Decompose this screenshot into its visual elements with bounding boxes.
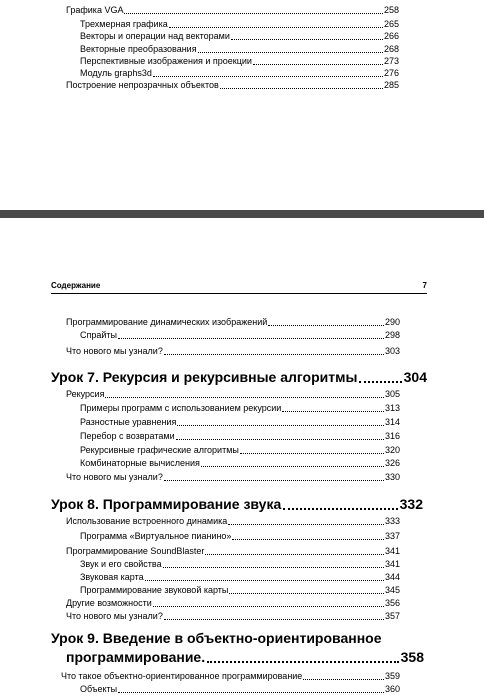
toc-leader xyxy=(176,431,384,440)
toc-entry xyxy=(80,585,400,596)
toc-entry xyxy=(80,403,400,414)
lesson-page: 304 xyxy=(403,369,427,385)
toc-entry xyxy=(80,19,399,30)
toc-entry-label: Звуковая карта xyxy=(80,572,144,582)
toc-entry-label: Программирование звуковой карты xyxy=(80,585,229,595)
toc-entry-page: 303 xyxy=(384,346,400,356)
toc-entry-page: 345 xyxy=(384,585,400,595)
toc-leader xyxy=(303,671,384,680)
toc-leader xyxy=(198,44,383,53)
toc-entry-label: Построение непрозрачных объектов xyxy=(66,80,219,90)
toc-entry xyxy=(80,531,400,542)
toc-entry-label: Трехмерная графика xyxy=(80,19,168,29)
toc-leader xyxy=(163,559,384,568)
toc-leader xyxy=(153,598,384,607)
toc-entry-page: 285 xyxy=(383,80,399,90)
toc-leader xyxy=(105,389,384,398)
toc-entry-page: 320 xyxy=(384,445,400,455)
toc-entry xyxy=(66,5,399,16)
toc-entry xyxy=(61,671,400,682)
toc-leader xyxy=(207,651,399,663)
toc-entry xyxy=(80,684,400,695)
toc-leader xyxy=(228,516,384,525)
toc-entry xyxy=(66,611,400,622)
lesson-title: Урок 9. Введение в объектно-ориентированное xyxy=(51,630,382,646)
toc-entry xyxy=(80,417,400,428)
running-head-page-number: 7 xyxy=(422,281,427,290)
toc-entry-label: Перспективные изображения и проекции xyxy=(80,56,252,66)
toc-entry xyxy=(66,317,400,328)
toc-entry-page: 341 xyxy=(384,559,400,569)
toc-entry-page: 266 xyxy=(383,31,399,41)
toc-entry xyxy=(66,389,400,400)
toc-leader xyxy=(283,498,397,510)
toc-entry-page: 276 xyxy=(383,68,399,78)
toc-entry-label: Звук и его свойства xyxy=(80,559,162,569)
toc-leader xyxy=(153,68,383,77)
toc-entry-page: 314 xyxy=(384,417,400,427)
toc-entry-page: 268 xyxy=(383,44,399,54)
toc-entry xyxy=(80,44,399,55)
toc-entry-label: Примеры программ с использованием рекурсии xyxy=(80,403,282,413)
running-head-title: Содержание xyxy=(51,281,101,290)
toc-entry-page: 344 xyxy=(384,572,400,582)
toc-entry-page: 357 xyxy=(384,611,400,621)
contents-page xyxy=(0,218,484,696)
toc-leader xyxy=(164,346,384,355)
toc-entry-label: Векторные преобразования xyxy=(80,44,197,54)
toc-entry-label: Программа «Виртуальное пианино» xyxy=(80,531,232,541)
toc-leader xyxy=(231,31,383,40)
toc-entry-label: Комбинаторные вычисления xyxy=(80,458,200,468)
toc-entry-label: Разностные уравнения xyxy=(80,417,177,427)
toc-entry-label: Спрайты xyxy=(80,330,118,340)
toc-leader xyxy=(268,317,384,326)
toc-leader xyxy=(253,56,383,65)
toc-entry-page: 313 xyxy=(384,403,400,413)
toc-leader xyxy=(240,445,384,454)
toc-leader xyxy=(205,546,384,555)
lesson-page: 332 xyxy=(399,496,423,512)
toc-leader xyxy=(359,371,401,383)
page-separator xyxy=(0,210,484,218)
toc-leader xyxy=(164,472,384,481)
lesson-heading xyxy=(51,369,427,386)
toc-entry-page: 341 xyxy=(384,546,400,556)
toc-entry-page: 360 xyxy=(384,684,400,694)
lesson-title-cont: программирование. xyxy=(66,649,206,665)
toc-entry xyxy=(80,31,399,42)
toc-entry-page: 356 xyxy=(384,598,400,608)
toc-entry-label: Перебор с возвратами xyxy=(80,431,175,441)
lesson-heading-line1 xyxy=(51,630,431,647)
toc-entry-page: 305 xyxy=(384,389,400,399)
toc-entry xyxy=(66,346,400,357)
toc-entry-page: 290 xyxy=(384,317,400,327)
toc-entry xyxy=(66,516,400,527)
toc-entry-label: Модуль graphs3d xyxy=(80,68,152,78)
toc-entry xyxy=(80,68,399,79)
toc-entry xyxy=(66,472,400,483)
toc-leader xyxy=(164,611,384,620)
toc-entry-label: Графика VGA xyxy=(66,5,124,15)
lesson-heading xyxy=(51,496,423,513)
toc-entry xyxy=(66,80,399,91)
previous-page xyxy=(0,0,484,210)
lesson-title: Урок 7. Рекурсия и рекурсивные алгоритмы xyxy=(51,369,358,385)
toc-leader xyxy=(229,585,384,594)
toc-entry-page: 265 xyxy=(383,19,399,29)
toc-leader xyxy=(232,531,384,540)
toc-entry-page: 273 xyxy=(383,56,399,66)
toc-entry-page: 337 xyxy=(384,531,400,541)
toc-leader xyxy=(145,572,384,581)
toc-entry-page: 333 xyxy=(384,516,400,526)
toc-entry-page: 258 xyxy=(383,5,399,15)
toc-entry-page: 326 xyxy=(384,458,400,468)
toc-entry-label: Другие возможности xyxy=(66,598,152,608)
toc-entry xyxy=(66,546,400,557)
toc-entry-page: 298 xyxy=(384,330,400,340)
toc-entry-label: Рекурсивные графические алгоритмы xyxy=(80,445,239,455)
toc-entry-label: Что нового мы узнали? xyxy=(66,346,163,356)
toc-leader xyxy=(124,5,383,14)
toc-entry xyxy=(80,559,400,570)
toc-entry-label: Что такое объектно-ориентированное программирование xyxy=(61,671,303,681)
toc-entry xyxy=(80,445,400,456)
toc-entry-page: 316 xyxy=(384,431,400,441)
toc-entry-label: Что нового мы узнали? xyxy=(66,472,163,482)
toc-entry-label: Объекты xyxy=(80,684,118,694)
lesson-page: 358 xyxy=(400,649,424,665)
toc-entry xyxy=(80,431,400,442)
toc-entry-label: Использование встроенного динамика xyxy=(66,516,228,526)
toc-entry xyxy=(80,572,400,583)
toc-entry-label: Рекурсия xyxy=(66,389,105,399)
lesson-heading-line2 xyxy=(66,649,424,666)
toc-entry-label: Что нового мы узнали? xyxy=(66,611,163,621)
lesson-title: Урок 8. Программирование звука xyxy=(51,496,282,512)
toc-entry xyxy=(80,56,399,67)
toc-leader xyxy=(201,458,384,467)
toc-entry xyxy=(66,598,400,609)
toc-entry-label: Программирование динамических изображений xyxy=(66,317,268,327)
toc-entry xyxy=(80,458,400,469)
toc-leader xyxy=(220,80,383,89)
toc-entry xyxy=(80,330,400,341)
toc-leader xyxy=(118,684,384,693)
toc-entry-label: Программирование SoundBlaster xyxy=(66,546,205,556)
toc-leader xyxy=(169,19,383,28)
toc-entry-page: 359 xyxy=(384,671,400,681)
toc-entry-label: Векторы и операции над векторами xyxy=(80,31,230,41)
toc-leader xyxy=(177,417,384,426)
toc-leader xyxy=(282,403,384,412)
toc-leader xyxy=(118,330,384,339)
running-head xyxy=(51,281,427,294)
toc-entry-page: 330 xyxy=(384,472,400,482)
